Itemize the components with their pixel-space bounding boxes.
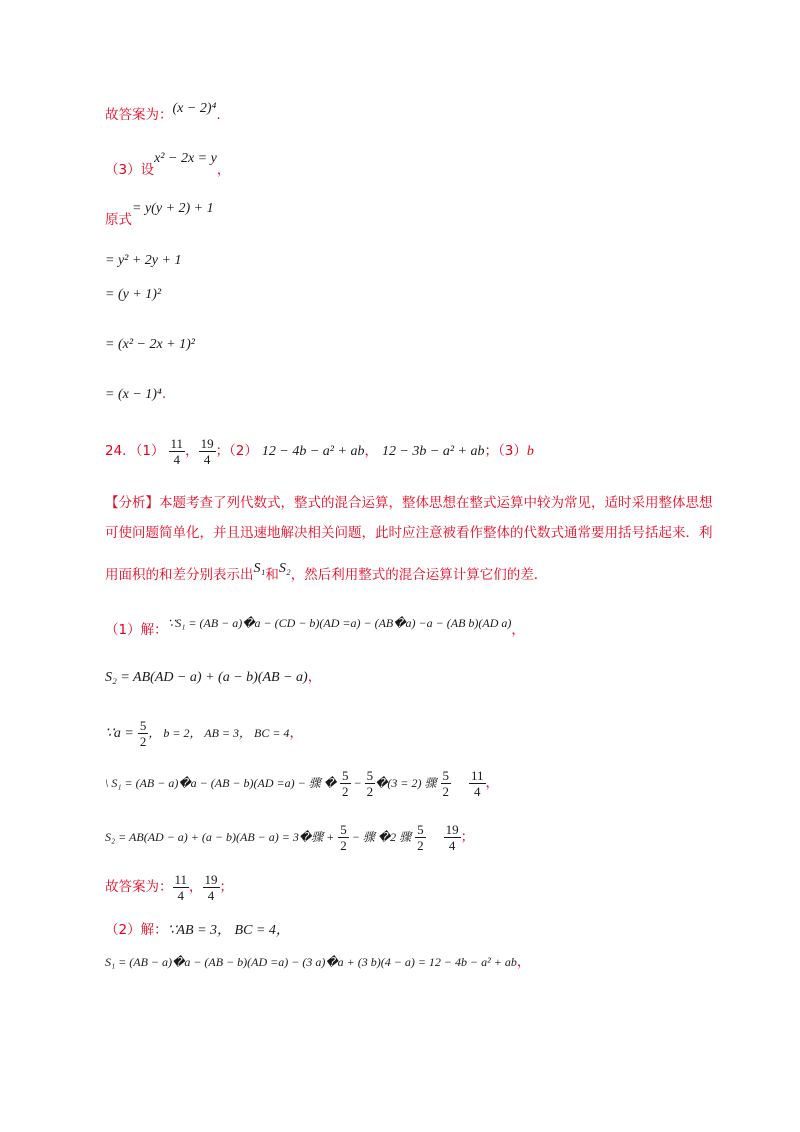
answer-line-1 bbox=[105, 103, 221, 124]
step-label: （2）解： bbox=[105, 922, 168, 938]
fraction bbox=[441, 768, 452, 799]
denominator: 2 bbox=[340, 838, 347, 853]
denominator: 4 bbox=[474, 784, 481, 799]
expansion-line-4 bbox=[105, 335, 195, 353]
denominator: 4 bbox=[173, 452, 181, 467]
fraction bbox=[203, 872, 220, 903]
fraction bbox=[415, 822, 426, 853]
expansion-line-2 bbox=[105, 251, 181, 269]
math-expr: x² − 2x = y bbox=[154, 151, 217, 166]
denominator: 2 bbox=[366, 784, 374, 799]
solution-1-s1-calc bbox=[105, 768, 499, 799]
punct: ， bbox=[189, 879, 203, 896]
punct: ； bbox=[219, 879, 234, 896]
math-expr: (x − 2)⁴ bbox=[172, 101, 217, 116]
numerator: 19 bbox=[445, 822, 459, 837]
math-expr: ∵a = bbox=[105, 726, 134, 742]
punct: ， bbox=[516, 954, 531, 970]
question-24-answer bbox=[105, 436, 534, 467]
analysis-text: 用面积的和差分别表示出 bbox=[105, 567, 254, 583]
fraction bbox=[338, 822, 349, 853]
numerator: 5 bbox=[366, 768, 374, 783]
math-expr: = (x − 1)⁴ bbox=[105, 387, 162, 402]
math-expr: �(3 = 2) 骤 bbox=[375, 776, 437, 791]
analysis-text: 和 bbox=[265, 567, 279, 583]
expansion-line-5 bbox=[105, 385, 166, 403]
punct: ， bbox=[511, 622, 525, 638]
math-expr: \ S₁ = (AB − a)�a − (AB − b)(AD =a) − 骤 � bbox=[105, 776, 336, 791]
fraction bbox=[365, 768, 376, 799]
numerator: 5 bbox=[340, 822, 347, 837]
step-label: （3）设 bbox=[105, 162, 155, 178]
math-expr: S₁ bbox=[253, 561, 266, 576]
math-expr: S₁ = (AB − a)�a − (AB − b)(AD =a) − (3 a)�a + (3 b)(4 − a) = 12 − 4b − a² + ab bbox=[105, 955, 517, 969]
fraction bbox=[340, 768, 351, 799]
analysis-paragraph: 【分析】本题考查了列代数式，整式的混合运算，整体思想在整式运算中较为常见，适时采用整体思想可使问题简单化，并且迅速地解决相关问题，此时应注意被看作整体的代数式通常要用括号括起来．利 bbox=[105, 495, 713, 541]
punct: ， bbox=[485, 775, 500, 792]
punct: . bbox=[216, 107, 221, 123]
math-expr: S₂ = AB(AD − a) + (a − b)(AB − a) bbox=[105, 670, 308, 685]
denominator: 2 bbox=[417, 838, 424, 853]
denominator: 4 bbox=[177, 888, 185, 903]
substitution-line bbox=[105, 151, 231, 179]
numerator: 11 bbox=[170, 436, 184, 451]
answer-label: 故答案为： bbox=[105, 879, 173, 896]
numerator: 5 bbox=[417, 822, 424, 837]
math-expr: − bbox=[350, 776, 365, 791]
numerator: 11 bbox=[471, 768, 484, 783]
step-label: 原式 bbox=[105, 212, 132, 228]
denominator: 2 bbox=[139, 734, 147, 749]
denominator: 4 bbox=[448, 838, 456, 853]
numerator: 5 bbox=[342, 768, 349, 783]
numerator: 5 bbox=[442, 768, 450, 783]
fraction bbox=[169, 436, 186, 467]
punct: ， bbox=[216, 162, 231, 178]
math-expr: = (y + 1)² bbox=[105, 287, 162, 302]
denominator: 2 bbox=[442, 784, 450, 799]
denominator: 2 bbox=[342, 784, 349, 799]
punct: ， bbox=[289, 725, 303, 742]
solution-1-answer bbox=[105, 872, 233, 903]
math-expr: S₂ = AB(AD − a) + (a − b)(AB − a) = 3�骤 + bbox=[105, 830, 335, 845]
numerator: 19 bbox=[200, 436, 214, 451]
solution-1-s2-calc bbox=[105, 822, 474, 853]
math-expr: S₂ bbox=[278, 561, 291, 576]
math-expr: 12 − 3b − a² + ab bbox=[381, 444, 485, 460]
punct: ， bbox=[364, 443, 378, 460]
expansion-line-1 bbox=[105, 201, 214, 229]
solution-2-line-1 bbox=[105, 918, 290, 939]
math-expr: = (x² − 2x + 1)² bbox=[105, 337, 195, 352]
punct: ；（3） bbox=[484, 443, 527, 460]
analysis-paragraph-end bbox=[105, 563, 547, 584]
math-expr: b bbox=[526, 444, 534, 460]
solution-2-line-2 bbox=[105, 950, 530, 971]
solution-1-given-values bbox=[105, 718, 303, 749]
solution-1-line-1 bbox=[105, 618, 525, 639]
punct: . bbox=[161, 386, 167, 402]
answer-label: 故答案为： bbox=[105, 107, 173, 123]
fraction bbox=[444, 822, 461, 853]
math-expr: ∵S₁ = (AB − a)�a − (CD − b)(AD =a) − (AB�a) −a − (AB b)(AD a) bbox=[167, 616, 512, 630]
math-expr: ， b = 2， AB = 3， BC = 4 bbox=[148, 726, 290, 741]
numerator: 19 bbox=[204, 872, 218, 887]
question-number: 24．（1） bbox=[105, 443, 165, 460]
numerator: 5 bbox=[139, 718, 147, 733]
punct: ， bbox=[307, 669, 322, 685]
fraction bbox=[199, 436, 216, 467]
math-expr: = y(y + 2) + 1 bbox=[132, 201, 214, 216]
denominator: 4 bbox=[207, 888, 215, 903]
punct: ， bbox=[185, 443, 199, 460]
fraction bbox=[173, 872, 190, 903]
solution-1-line-2 bbox=[105, 665, 321, 686]
math-expr: = y² + 2y + 1 bbox=[105, 253, 182, 268]
fraction bbox=[469, 768, 486, 799]
step-label: （1）解： bbox=[105, 622, 168, 638]
denominator: 4 bbox=[203, 452, 211, 467]
expansion-line-3 bbox=[105, 285, 161, 303]
punct: ； bbox=[460, 829, 475, 846]
punct: ；（2） bbox=[215, 443, 258, 460]
math-expr: ∵AB = 3， BC = 4， bbox=[167, 923, 290, 938]
numerator: 11 bbox=[174, 872, 188, 887]
math-expr: − 骤 �2 骤 bbox=[348, 830, 412, 845]
math-expr: 12 − 4b − a² + ab bbox=[261, 444, 365, 460]
fraction bbox=[138, 718, 149, 749]
analysis-text: ，然后利用整式的混合运算计算它们的差． bbox=[290, 567, 548, 583]
